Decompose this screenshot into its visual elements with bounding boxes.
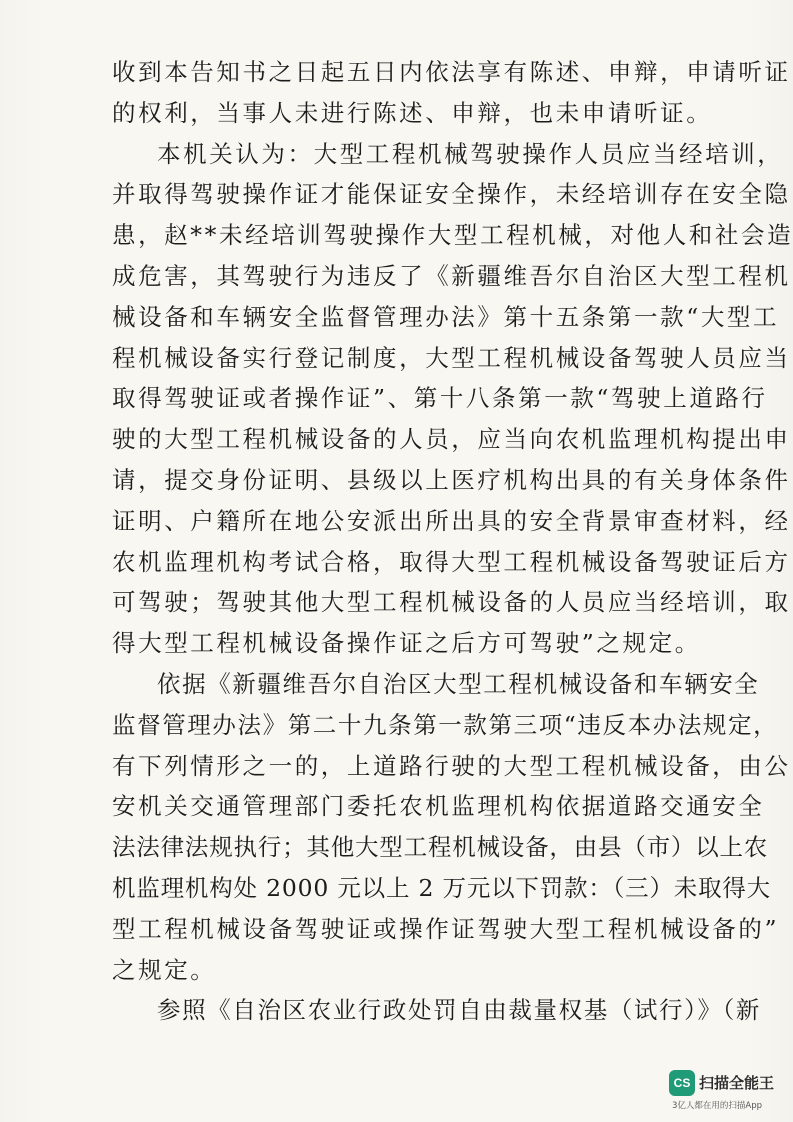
- paragraph-line: 之规定。: [112, 955, 217, 984]
- paragraph-line: 农机监理机构考试合格，取得大型工程机械设备驾驶证后方: [112, 547, 791, 576]
- camscanner-logo-icon: CS: [669, 1070, 695, 1096]
- paragraph-line: 驶的大型工程机械设备的人员，应当向农机监理机构提出申: [112, 425, 791, 454]
- paragraph-line: 收到本告知书之日起五日内依法享有陈述、申辩，申请听证: [112, 58, 791, 86]
- paragraph-line: 本机关认为：大型工程机械驾驶操作人员应当经培训，: [157, 139, 784, 168]
- paragraph-line: 有下列情形之一的，上道路行驶的大型工程机械设备，由公: [112, 751, 791, 780]
- paragraph-line: 请，提交身份证明、县级以上医疗机构出具的有关身体条件: [112, 465, 791, 494]
- paragraph-line: 法法律法规执行；其他大型工程机械设备，由县（市）以上农: [112, 833, 769, 862]
- paragraph-line: 监督管理办法》第二十九条第一款第三项“违反本办法规定，: [112, 710, 779, 739]
- paragraph-line: 得大型工程机械设备操作证之后方可驾驶”之规定。: [112, 629, 701, 658]
- paragraph-line: 型工程机械设备驾驶证或操作证驾驶大型工程机械设备的”: [112, 914, 780, 943]
- paragraph-line: 参照《自治区农业行政处罚自由裁量权基（试行）》（新: [157, 996, 761, 1025]
- paragraph-line: 安机关交通管理部门委托农机监理机构依据道路交通安全: [112, 792, 765, 821]
- paragraph-line: 并取得驾驶操作证才能保证安全操作，未经培训存在安全隐: [112, 180, 791, 209]
- paragraph-line: 依据《新疆维吾尔自治区大型工程机械设备和车辆安全: [157, 669, 760, 698]
- paragraph-line: 程机械设备实行登记制度，大型工程机械设备驾驶人员应当: [112, 343, 791, 372]
- document-body: [112, 52, 793, 1031]
- paragraph-line: 成危害，其驾驶行为违反了《新疆维吾尔自治区大型工程机: [112, 261, 791, 290]
- paragraph-line: 机监理机构处 2000 元以上 2 万元以下罚款：（三）未取得大: [112, 873, 771, 902]
- paragraph-line: 患，赵**未经培训驾驶操作大型工程机械，对他人和社会造: [112, 221, 793, 250]
- paragraph-line: 证明、户籍所在地公安派出所出具的安全背景审查材料，经: [112, 506, 791, 535]
- scanner-watermark: [669, 1068, 779, 1112]
- paragraph-line: 械设备和车辆安全监督管理办法》第十五条第一款“大型工: [112, 302, 780, 331]
- paragraph-line: 的权利，当事人未进行陈述、申辩，也未申请听证。: [112, 98, 713, 127]
- watermark-app-name: 扫描全能王: [699, 1074, 775, 1092]
- watermark-tagline: 3亿人都在用的扫描App: [672, 1101, 763, 1111]
- paragraph-line: 可驾驶；驾驶其他大型工程机械设备的人员应当经培训，取: [112, 588, 791, 617]
- paragraph-line: 取得驾驶证或者操作证”、第十八条第一款“驾驶上道路行: [112, 384, 768, 413]
